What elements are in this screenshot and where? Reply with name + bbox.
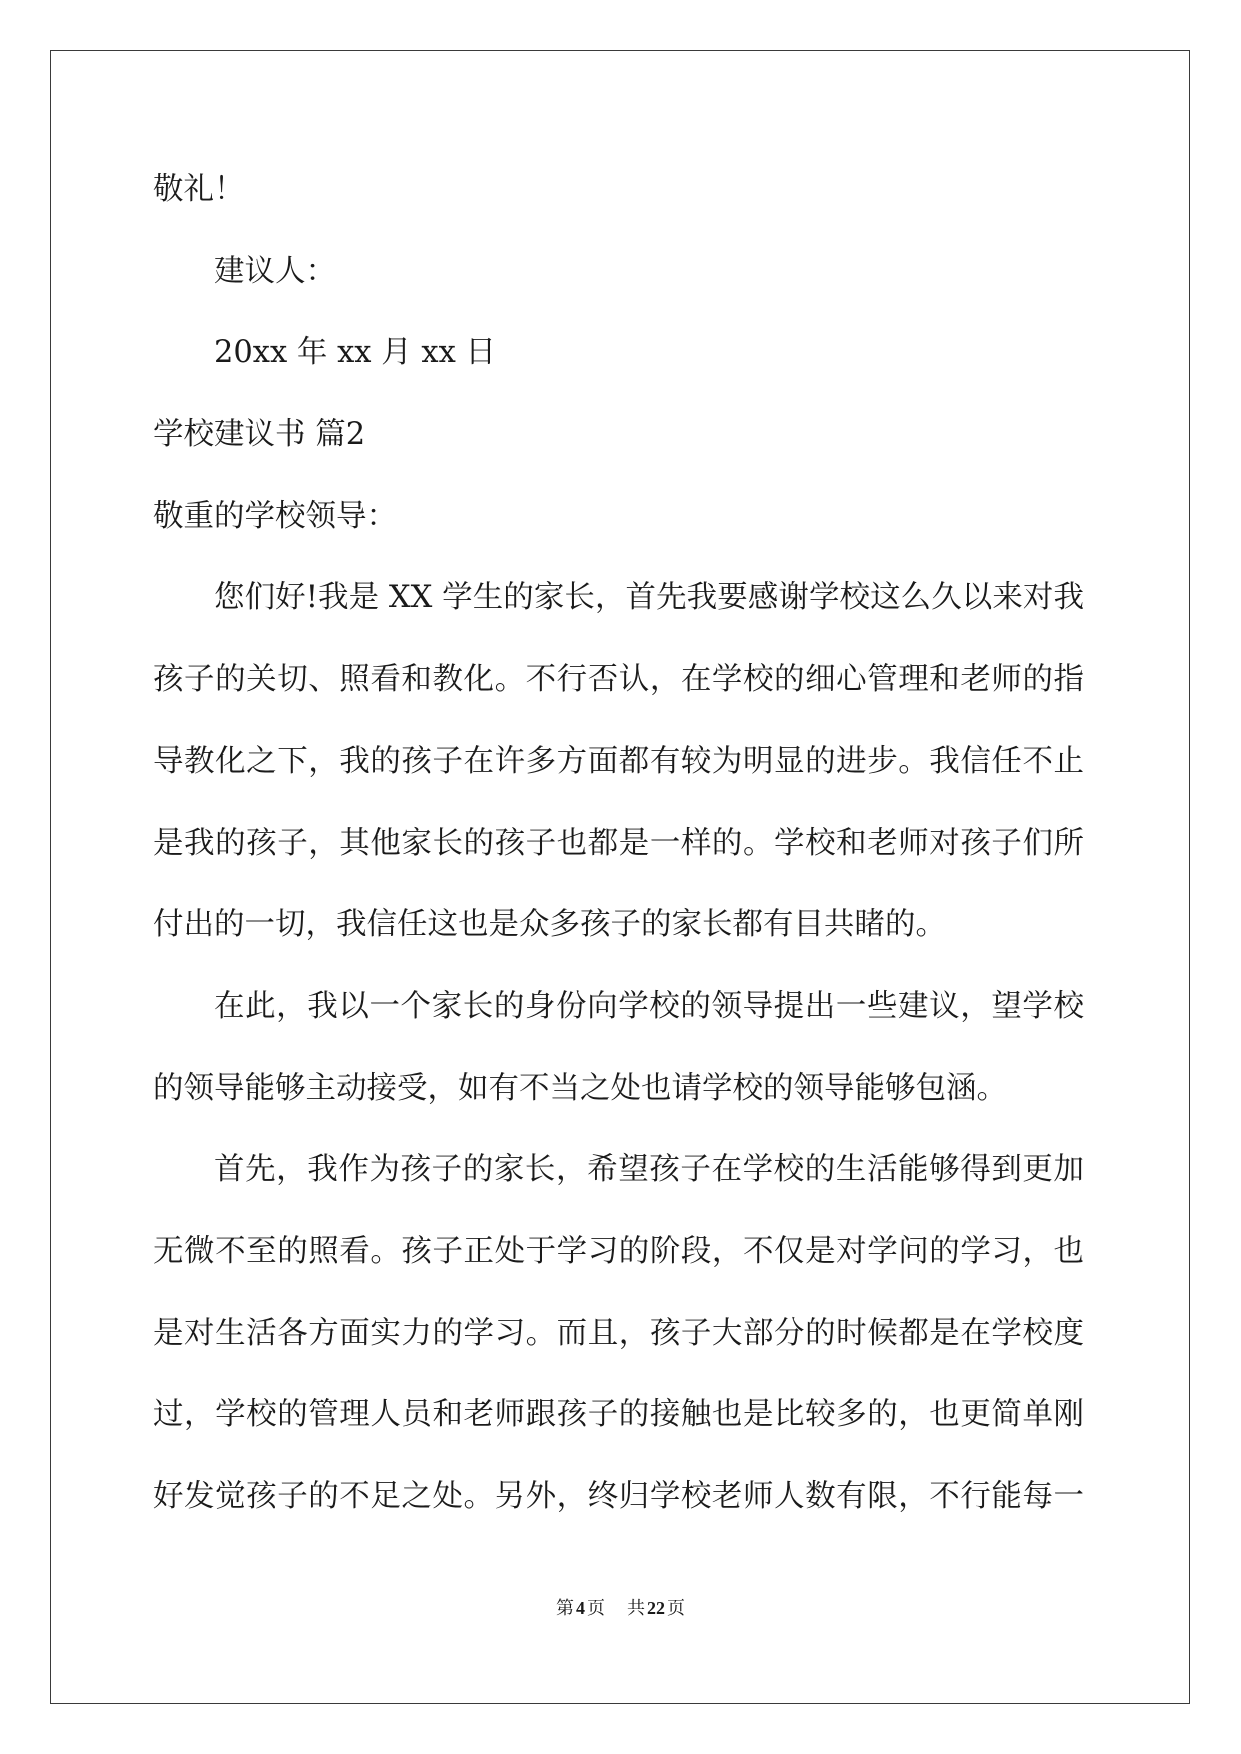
page-footer: [0, 1596, 1241, 1620]
paragraph-line: 过，学校的管理人员和老师跟孩子的接触也是比较多的，也更简单刚: [153, 1397, 1084, 1433]
closing-line: 敬礼！: [153, 172, 245, 207]
paragraph-line: 是对生活各方面实力的学习。而且，孩子大部分的时候都是在学校度: [153, 1315, 1084, 1351]
paragraph-line: 您们好!我是 XX 学生的家长，首先我要感谢学校这么久以来对我: [214, 580, 1084, 616]
page-prefix: 第: [556, 1598, 574, 1619]
total-prefix: 共: [627, 1598, 645, 1619]
paragraph-line: 首先，我作为孩子的家长，希望孩子在学校的生活能够得到更加: [214, 1152, 1084, 1188]
section-title: 学校建议书 篇2: [153, 417, 366, 453]
paragraph-line: 孩子的关切、照看和教化。不行否认，在学校的细心管理和老师的指: [153, 662, 1084, 698]
salutation: 敬重的学校领导：: [153, 498, 397, 534]
paragraph-line: 是我的孩子，其他家长的孩子也都是一样的。学校和老师对孩子们所: [153, 825, 1084, 861]
signature-label: 建议人：: [214, 253, 336, 289]
total-pages: 22: [647, 1598, 665, 1618]
paragraph-line: 导教化之下，我的孩子在许多方面都有较为明显的进步。我信任不止: [153, 743, 1084, 779]
paragraph-line: 无微不至的照看。孩子正处于学习的阶段，不仅是对学问的学习，也: [153, 1233, 1084, 1269]
paragraph-line: 的领导能够主动接受，如有不当之处也请学校的领导能够包涵。: [153, 1070, 1007, 1106]
date-line: 20xx 年 xx 月 xx 日: [214, 335, 496, 371]
paragraph-line: 在此，我以一个家长的身份向学校的领导提出一些建议，望学校: [214, 988, 1084, 1024]
total-suffix: 页: [667, 1598, 685, 1619]
page-suffix: 页: [587, 1598, 605, 1619]
paragraph-line: 付出的一切，我信任这也是众多孩子的家长都有目共睹的。: [153, 907, 946, 943]
paragraph-line: 好发觉孩子的不足之处。另外，终归学校老师人数有限，不行能每一: [153, 1479, 1084, 1514]
document-body: [153, 149, 1084, 1538]
page-number: 4: [576, 1598, 585, 1618]
